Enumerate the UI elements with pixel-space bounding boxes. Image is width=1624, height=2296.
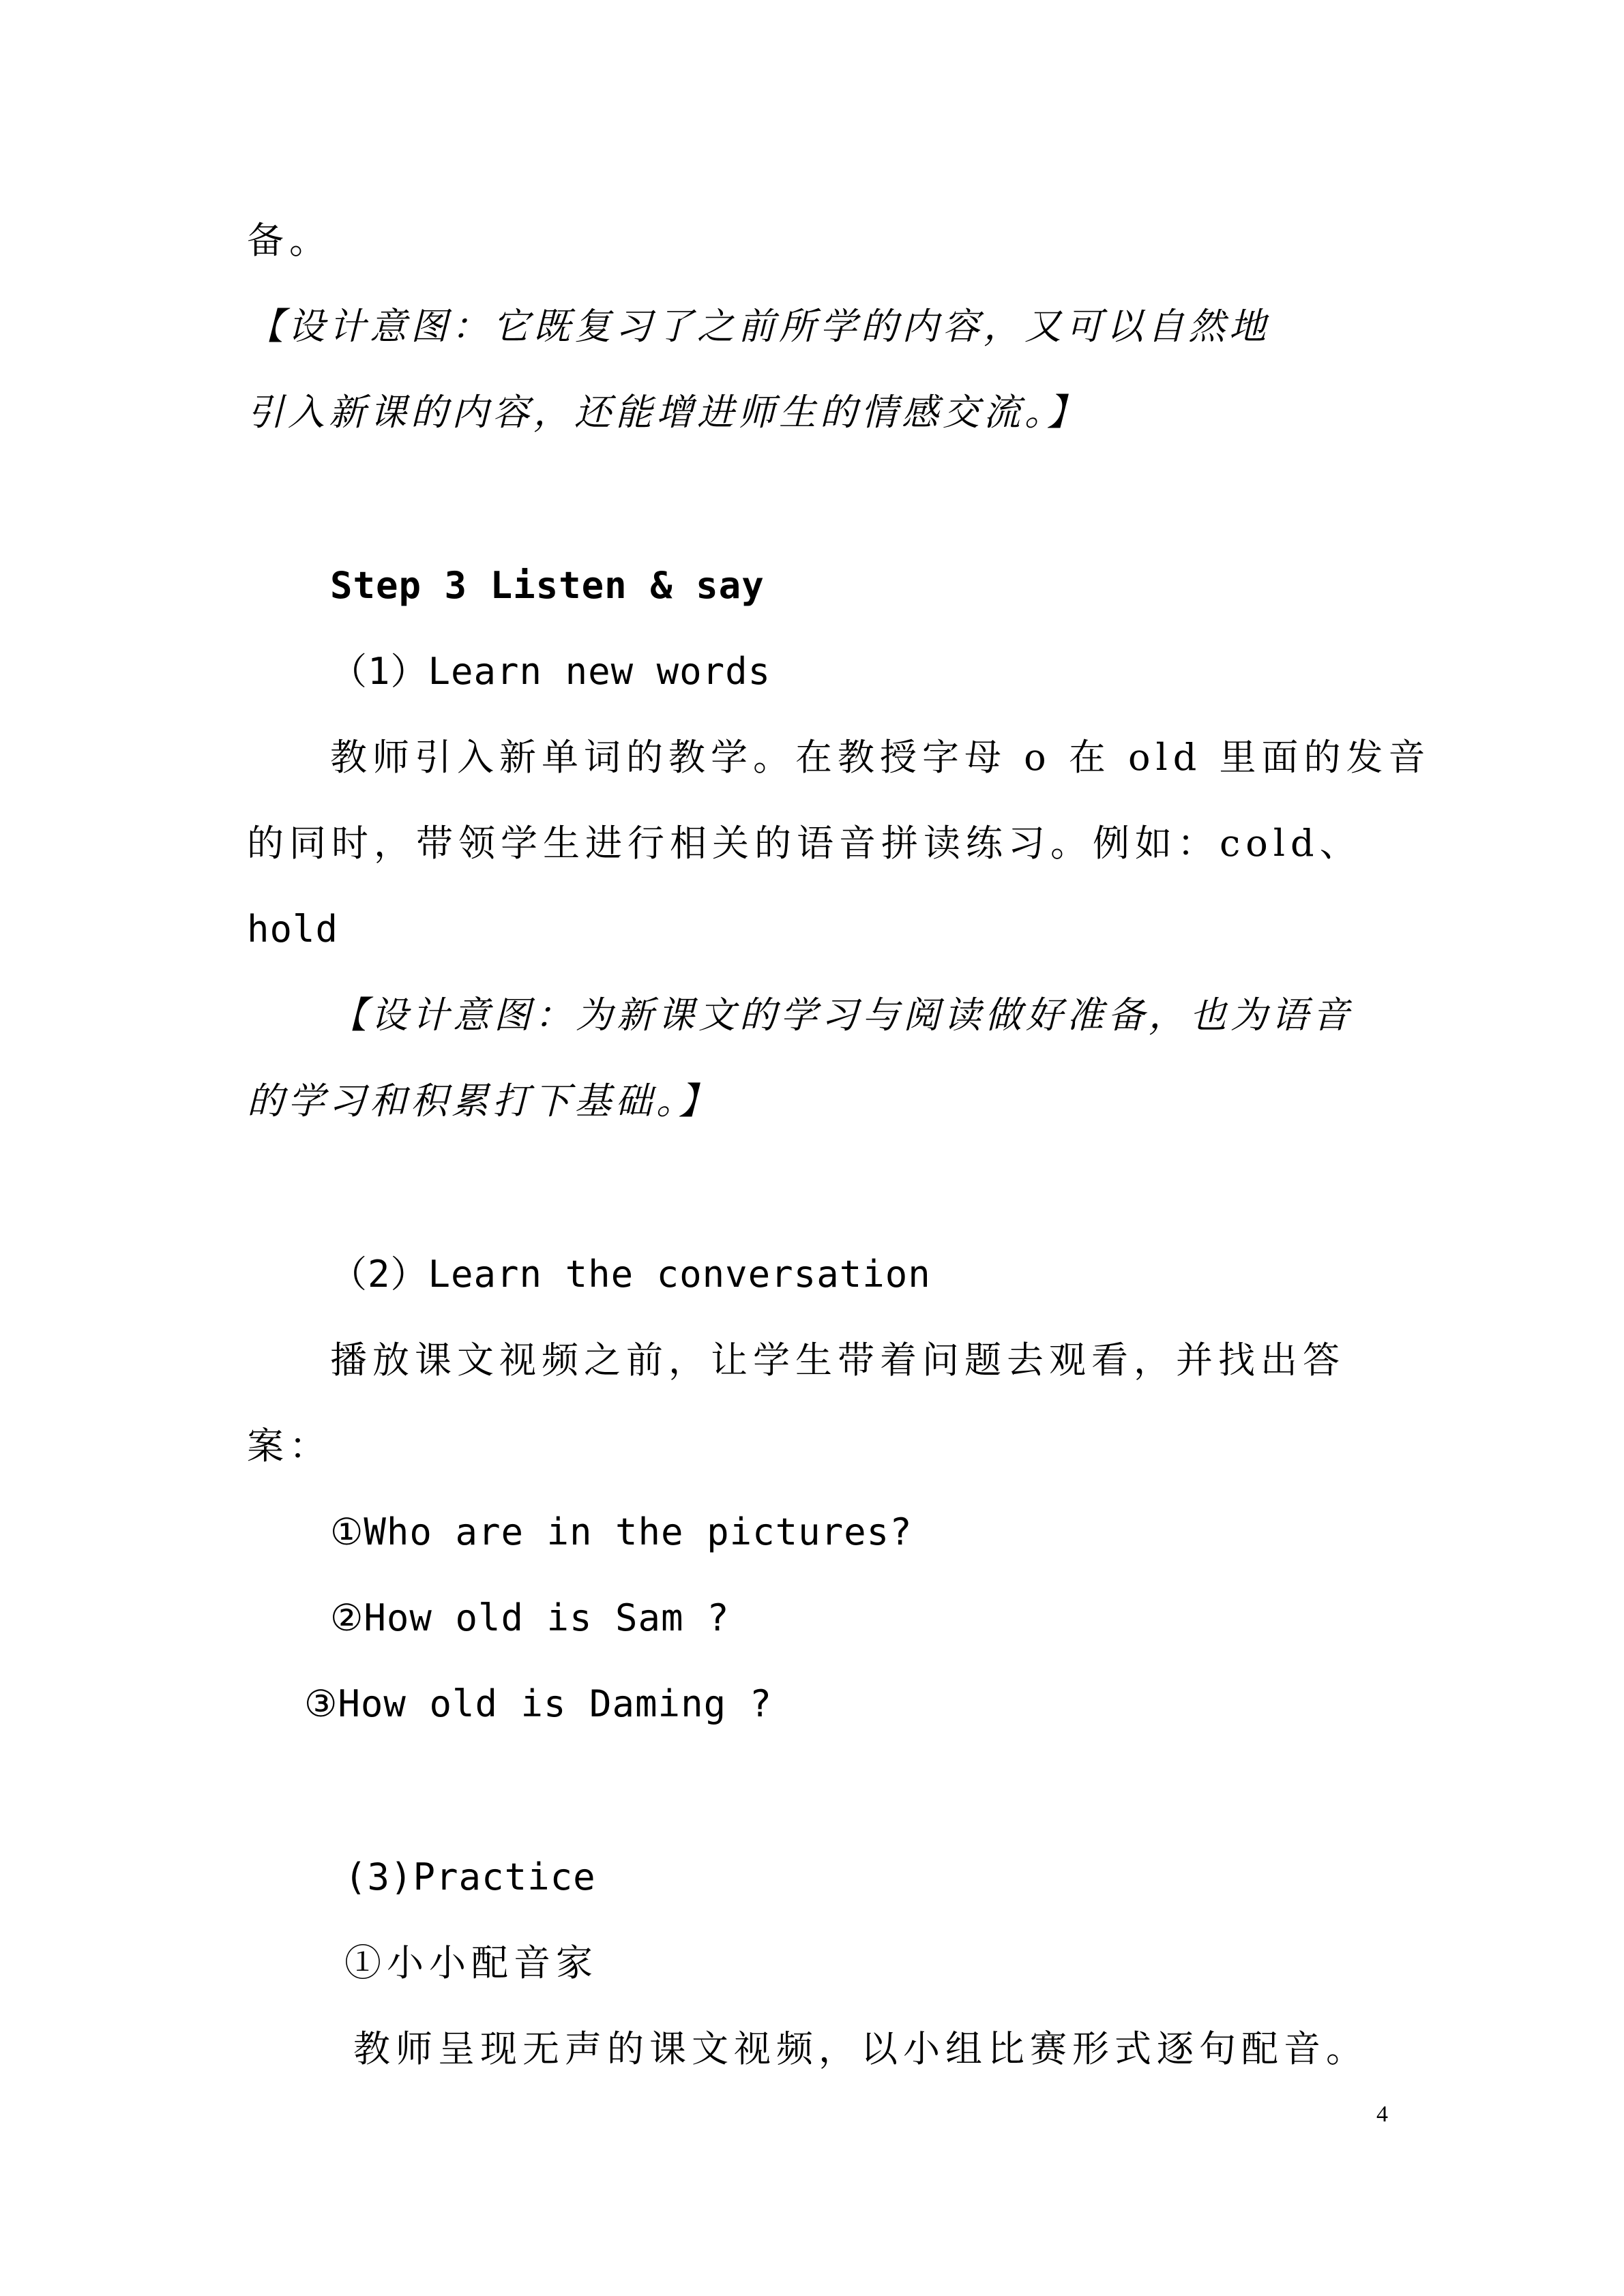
subsection-2-heading: （2）Learn the conversation xyxy=(330,1253,931,1296)
subsection-1-heading: （1）Learn new words xyxy=(330,650,771,693)
paragraph-3-line-1: 教师呈现无声的课文视频，以小组比赛形式逐句配音。 xyxy=(353,2027,1368,2070)
paragraph-fragment: 备。 xyxy=(247,219,331,262)
page-number: 4 xyxy=(1376,2102,1388,2127)
question-3: ③How old is Daming ? xyxy=(304,1682,773,1725)
question-2: ②How old is Sam ? xyxy=(330,1596,730,1639)
subsection-3-heading: (3)Practice xyxy=(344,1855,596,1898)
paragraph-1-line-3: hold xyxy=(247,908,339,951)
design-intent-2-line-1: 【设计意图：为新课文的学习与阅读做好准备，也为语音 xyxy=(330,994,1353,1037)
question-1: ①Who are in the pictures? xyxy=(330,1510,913,1553)
paragraph-2-line-2: 案： xyxy=(247,1425,331,1467)
design-intent-2-line-2: 的学习和积累打下基础。】 xyxy=(247,1079,720,1122)
design-intent-1-line-1: 【设计意图：它既复习了之前所学的内容，又可以自然地 xyxy=(247,305,1270,348)
paragraph-1-line-1: 教师引入新单词的教学。在教授字母 o 在 old 里面的发音 xyxy=(330,736,1431,779)
activity-1-title: ①小小配音家 xyxy=(344,1941,598,1984)
design-intent-1-line-2: 引入新课的内容，还能增进师生的情感交流。】 xyxy=(247,391,1088,434)
paragraph-2-line-1: 播放课文视频之前，让学生带着问题去观看，并找出答 xyxy=(330,1339,1345,1382)
step-3-heading: Step 3 Listen & say xyxy=(330,564,765,607)
paragraph-1-line-2: 的同时，带领学生进行相关的语音拼读练习。例如：cold、 xyxy=(247,822,1362,865)
